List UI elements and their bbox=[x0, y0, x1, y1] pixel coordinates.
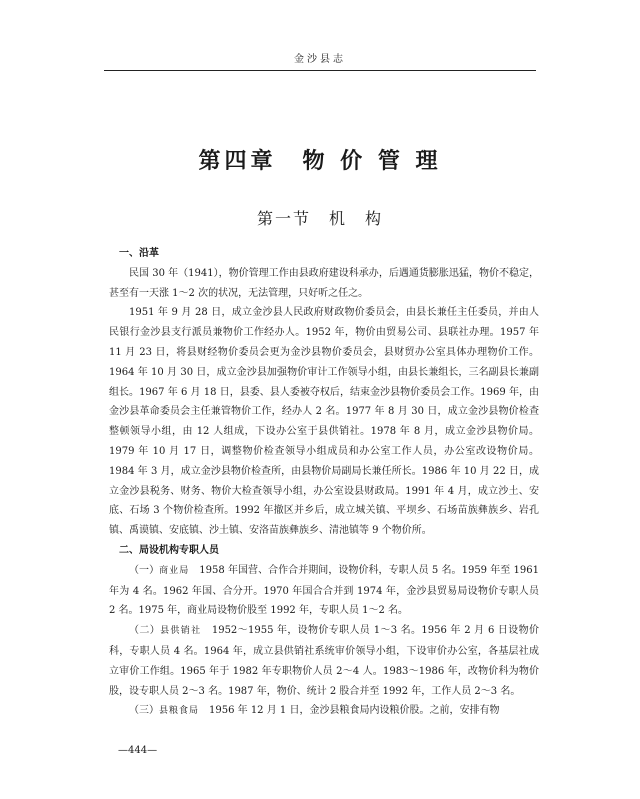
item-3-title: 县粮食局 bbox=[159, 706, 200, 717]
item-grain-bureau bbox=[109, 701, 539, 722]
item-2-text: 1952～1955 年，设物价专职人员 1～3 名。1956 年 2 月 6 日设物价科，专职人员 4 名。1964 年，成立县供销社系统审价领导小组，下设审价办公室，各基层社成立审价工作组。1965 年于 1982 年专职物价人员 2～4 人。1983～1986 年，改物价科为物价股，设专职人员 2～3 名。1987 年，物价、统计 2 股合并至 1992 年，工作人员 2～3 名。 bbox=[109, 625, 539, 697]
item-2-title: 县供销社 bbox=[160, 626, 202, 637]
section-title: 第一节 机 构 bbox=[256, 209, 383, 228]
item-3-text: 1956 年 12 月 1 日，金沙县粮食局内设粮价股。之前，安排有物 bbox=[199, 705, 500, 717]
item-1-label: （一） bbox=[129, 564, 160, 576]
page-number: —444— bbox=[118, 745, 158, 756]
paragraph-1: 民国 30 年（1941），物价管理工作由县政府建设科承办，后遇通货膨胀迅猛，物价不稳定，甚至有一天涨 1～2 次的状况，无法管理，只好听之任之。 bbox=[109, 267, 539, 299]
item-1-title: 商业局 bbox=[159, 565, 190, 576]
body-text bbox=[109, 244, 539, 722]
item-commerce-bureau bbox=[109, 561, 539, 621]
running-head: 金沙县志 bbox=[294, 54, 346, 65]
item-supply-coop bbox=[109, 621, 539, 701]
item-1-text: 1958 年国营、合作合并期间，设物价科，专职人员 5 名。1959 年至 1961 年为 4 名。1962 年国、合分开。1970 年国合合并到 1974 年，金沙县贸易局设物价专职人员 2 名。1975 年，商业局设物价股至 1992 年，专职人员 1～2 名。 bbox=[109, 564, 539, 617]
chapter-title: 第四章 物 价 管 理 bbox=[198, 148, 442, 174]
paragraph-2: 1951 年 9 月 28 日，成立金沙县人民政府财政物价委员会，由县长兼任主任委员，并由人民银行金沙县支行派员兼物价工作经办人。1952 年，物价由贸易公司、县联社办理。1957 年 11 月 23 日，将县财经物价委员会更为金沙县物价委员会，县财贸办公室具体办理物价工作。1964 年 10 月 30 日，成立金沙县加强物价审计工作领导小组，由县长兼组长，三名副县长兼副组长。1967 年 6 月 18 日，县委、县人委被夺权后，结束金沙县物价委员会工作。1969 年，由金沙县革命委员会主任兼管物价工作，经办人 2 名。1977 年 8 月 30 日，成立金沙县物价检查整顿领导小组，由 12 人组成，下设办公室于县供销社。1978 年 8 月，成立金沙县物价局。1979 年 10 月 17 日，调整物价检查领导小组成员和办公室工作人员，办公室改设物价局。1984 年 3 月，成立金沙县物价检查所，由县物价局副局长兼任所长。1986 年 10 月 22 日，成立金沙县税务、财务、物价大检查领导小组，办公室设县财政局。1991 年 4 月，成立沙土、安底、石场 3 个物价检查所。1992 年撤区并乡后，成立城关镇、平坝乡、石场苗族彝族乡、岩孔镇、禹谟镇、安底镇、沙土镇、安洛苗族彝族乡、清池镇等 9 个物价所。 bbox=[109, 307, 539, 537]
header-rule bbox=[104, 70, 536, 71]
item-3-label: （三） bbox=[129, 705, 159, 717]
heading-history: 一、沿革 bbox=[119, 248, 159, 259]
heading-bureau-staff: 二、局设机构专职人员 bbox=[119, 544, 219, 556]
item-2-label: （二） bbox=[129, 625, 161, 637]
